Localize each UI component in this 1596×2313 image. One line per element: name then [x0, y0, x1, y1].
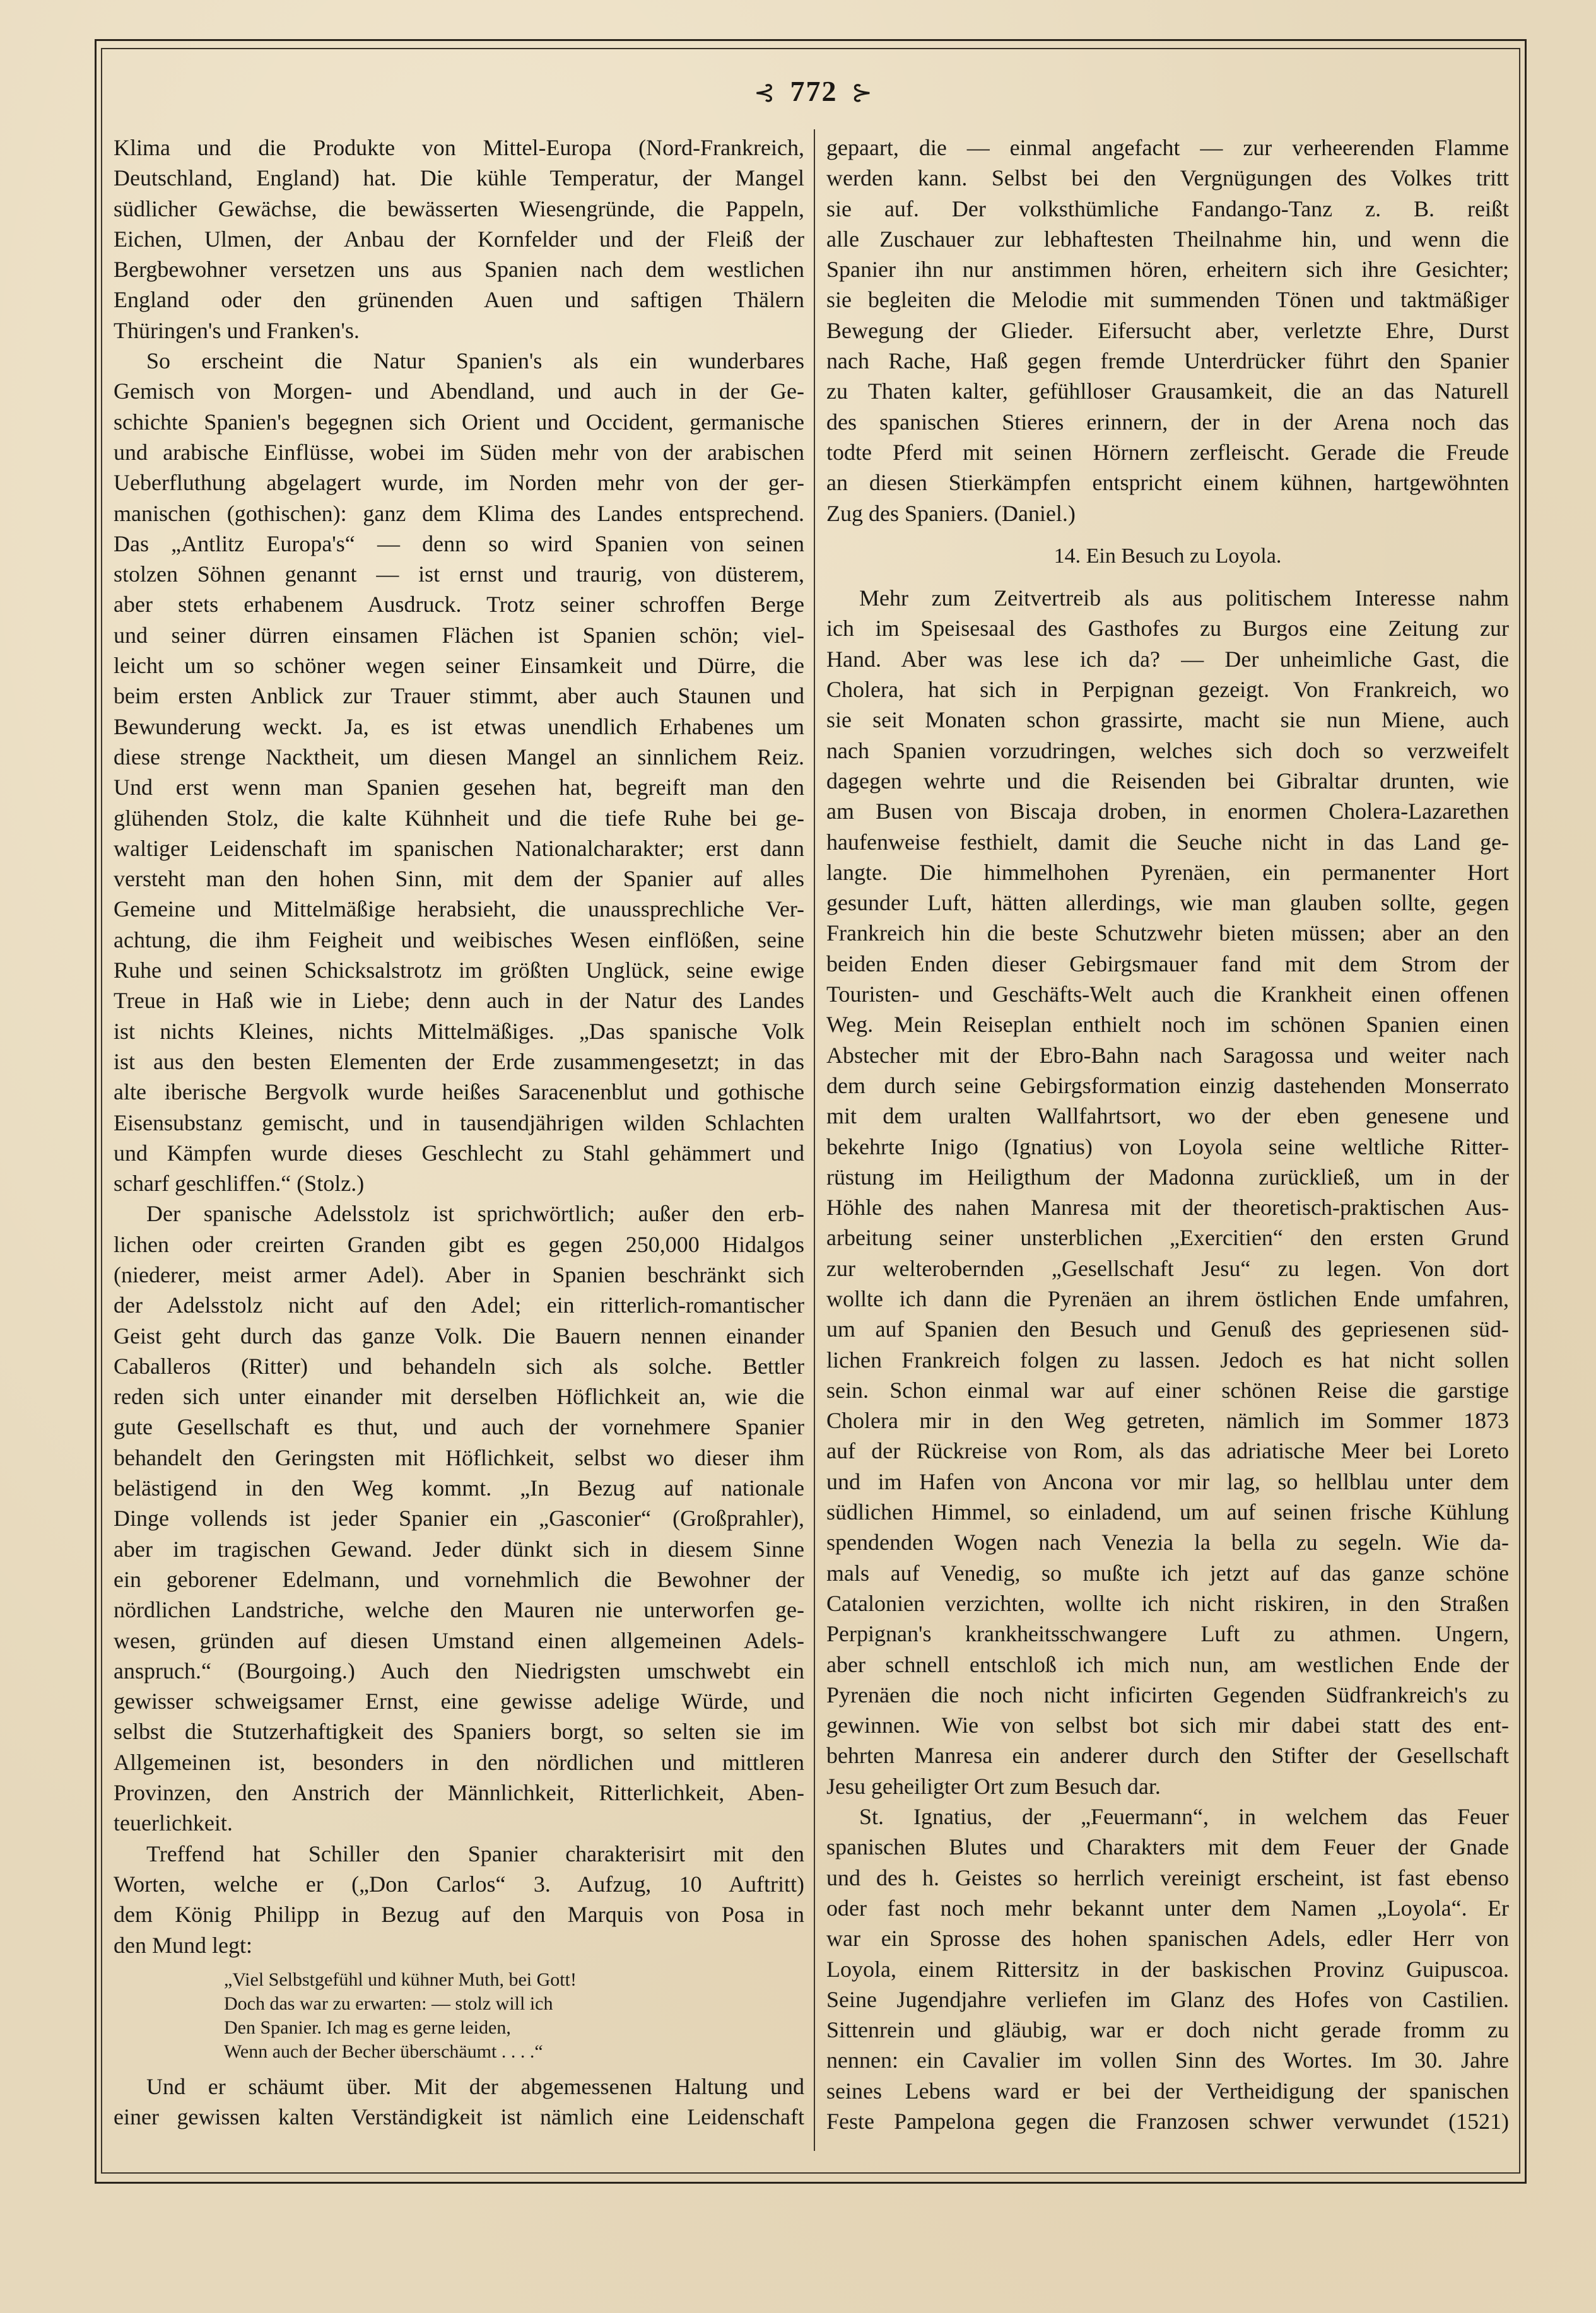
text-line: gute Gesellschaft es thut, und auch der vornehmere Spanier	[114, 1414, 804, 1440]
text-line: alte iberische Bergvolk wurde heißes Saracenenblut und gothische	[114, 1079, 804, 1105]
text-line: gewinnen. Wie von selbst bot sich mir dabei statt des ent-	[826, 1713, 1509, 1738]
poem-line: Den Spanier. Ich mag es gerne leiden,	[224, 2017, 511, 2038]
text-line: Der spanische Adelsstolz ist sprichwörtlich; außer den erb-	[146, 1201, 804, 1227]
text-line: Treue in Haß wie in Liebe; denn auch in der Natur des Landes	[114, 988, 804, 1014]
right-text-before-heading	[826, 132, 1509, 529]
poem-line: Wenn auch der Becher überschäumt . . . .“	[224, 2041, 543, 2062]
text-line: (niederer, meist armer Adel). Aber in Spanien beschränkt sich	[114, 1262, 804, 1287]
text-line: aber im tragischen Gewand. Jeder dünkt sich in diesem Sinne	[114, 1536, 804, 1562]
right-column	[826, 132, 1509, 2136]
text-line: Frankreich hin die beste Schutzwehr bieten müssen; aber an den	[826, 920, 1509, 946]
text-line: behrten Manresa ein anderer durch den Stifter der Gesellschaft	[826, 1743, 1509, 1769]
text-line: Bewegung der Glieder. Eifersucht aber, verletzte Ehre, Durst	[826, 317, 1509, 343]
text-line: auf der Rückreise von Rom, als das adriatische Meer bei Loreto	[826, 1438, 1509, 1464]
text-line: scharf geschliffen.“ (Stolz.)	[114, 1171, 365, 1197]
text-line: einer gewissen kalten Verständigkeit ist nämlich eine Leidenschaft	[114, 2104, 804, 2130]
text-line: und Kämpfen wurde dieses Geschlecht zu Stahl gehämmert und	[114, 1140, 804, 1166]
text-line: Abstecher mit der Ebro-Bahn nach Saragossa und weiter nach	[826, 1042, 1509, 1068]
text-line: Eichen, Ulmen, der Anbau der Kornfelder und der Fleiß der	[114, 226, 804, 252]
text-line: Treffend hat Schiller den Spanier charakterisirt mit den	[146, 1841, 804, 1866]
text-line: Deutschland, England) hat. Die kühle Temperatur, der Mangel	[114, 165, 804, 191]
text-line: Gemeine und Mittelmäßige herabsieht, die unaussprechliche Ver-	[114, 896, 804, 922]
text-line: Ruhe und seinen Schicksalstrotz im größten Unglück, seine ewige	[114, 957, 804, 983]
column-divider	[814, 129, 815, 2151]
text-line: Höhle des nahen Manresa mit der theoretisch-praktischen Aus-	[826, 1195, 1509, 1221]
text-line: haufenweise festhielt, damit die Seuche nicht in das Land ge-	[826, 829, 1509, 855]
text-line: Perpignan's krankheitsschwangere Luft zu athmen. Ungern,	[826, 1621, 1509, 1647]
text-line: Loyola, einem Rittersitz in der baskischen Provinz Guipuscoa.	[826, 1956, 1509, 1982]
text-line: mit dem uralten Wallfahrtsort, wo der eben genesene und	[826, 1103, 1509, 1129]
paragraph	[114, 1198, 804, 1838]
paragraph	[114, 132, 804, 346]
text-line: selbst die Stutzerhaftigkeit des Spaniers borgt, so selten sie im	[114, 1719, 804, 1745]
text-line: oder fast noch mehr bekannt unter dem Namen „Loyola“. Er	[826, 1895, 1509, 1921]
text-line: rüstung im Heiligthum der Madonna zurückließ, um in der	[826, 1164, 1509, 1190]
text-line: Seine Jugendjahre verliefen im Glanz des Hofes von Castilien.	[826, 1986, 1509, 2012]
text-line: Ueberfluthung abgelagert wurde, im Norden mehr von der ger-	[114, 470, 804, 496]
text-line: Das „Antlitz Europa's“ — denn so wird Spanien von seinen	[114, 530, 804, 556]
text-line: südlichen Himmel, so einladend, um auf seinen frische Kühlung	[826, 1499, 1509, 1525]
text-line: achtung, die ihm Feigheit und weibisches Wesen einflößen, seine	[114, 927, 804, 952]
text-line: arbeitung seiner unsterblichen „Exercitien“ den ersten Grund	[826, 1225, 1509, 1251]
paragraph	[826, 132, 1509, 529]
poem-line: Doch das war zu erwarten: — stolz will ich	[224, 1993, 553, 2014]
text-line: St. Ignatius, der „Feuermann“, in welchem das Feuer	[859, 1804, 1509, 1830]
page-number: 772	[790, 75, 838, 107]
text-line: waltiger Leidenschaft im spanischen Nationalcharakter; erst dann	[114, 835, 804, 861]
text-line: zur welterobernden „Gesellschaft Jesu“ zu legen. Von dort	[826, 1255, 1509, 1281]
text-line: am Busen von Biscaja droben, in enormen Cholera-Lazarethen	[826, 799, 1509, 824]
text-line: werden kann. Selbst bei den Vergnügungen des Volkes tritt	[826, 165, 1509, 191]
text-line: den Mund legt:	[114, 1932, 252, 1958]
text-line: Zug des Spaniers. (Daniel.)	[826, 500, 1076, 526]
text-line: alle Zuschauer zur lebhaftesten Theilnahme hin, und wenn die	[826, 226, 1509, 252]
text-line: um auf Spanien den Besuch und Genuß des gepriesenen süd-	[826, 1316, 1509, 1342]
text-line: Worten, welche er („Don Carlos“ 3. Aufzug, 10 Auftritt)	[114, 1871, 804, 1897]
text-line: gewisser schweigsamer Ernst, eine gewisse adelige Würde, und	[114, 1689, 804, 1714]
text-line: mals auf Venedig, so mußte ich jetzt auf das ganze schöne	[826, 1560, 1509, 1586]
text-line: England oder den grünenden Auen und saftigen Thälern	[114, 287, 804, 313]
text-line: und seiner dürren einsamen Flächen ist Spanien schön; viel-	[114, 622, 804, 648]
text-line: an diesen Stierkämpfen entspricht einem kühnen, hartgewöhnten	[826, 470, 1509, 496]
text-line: Allgemeinen ist, besonders in den nördlichen und mittleren	[114, 1749, 804, 1775]
text-line: Klima und die Produkte von Mittel-Europa (Nord-Frankreich,	[114, 135, 804, 160]
text-line: zu Thaten kalter, gefühlloser Grausamkeit, die an das Naturell	[826, 378, 1509, 404]
text-line: ist nichts Kleines, nichts Mittelmäßiges. „Das spanische Volk	[114, 1018, 804, 1044]
text-line: Thüringen's und Franken's.	[114, 317, 360, 343]
text-line: Eisensubstanz gemischt, und in tausendjährigen wilden Schlachten	[114, 1110, 804, 1135]
text-line: nach Spanien vorzudringen, welches sich doch so verzweifelt	[826, 737, 1509, 763]
text-line: Dinge vollends ist jeder Spanier ein „Gasconier“ (Großprahler),	[114, 1506, 804, 1531]
section-heading: 14. Ein Besuch zu Loyola.	[1053, 544, 1282, 568]
text-line: versteht man den hohen Sinn, mit dem der Spanier auf alles	[114, 866, 804, 892]
text-line: und arabische Einflüsse, wobei im Süden mehr von der arabischen	[114, 439, 804, 465]
text-line: Provinzen, den Anstrich der Männlichkeit, Ritterlichkeit, Aben-	[114, 1780, 804, 1806]
text-line: Cholera mir in den Weg getreten, nämlich im Sommer 1873	[826, 1408, 1509, 1434]
text-line: anspruch.“ (Bourgoing.) Auch den Niedrigsten umschwebt ein	[114, 1658, 804, 1684]
text-line: Hand. Aber was lese ich da? — Der unheimliche Gast, die	[826, 646, 1509, 672]
text-line: aber stets erhabenem Ausdruck. Trotz seiner schroffen Berge	[114, 592, 804, 618]
text-line: spanischen Blutes und Charakters mit dem Feuer der Gnade	[826, 1834, 1509, 1860]
text-line: Mehr zum Zeitvertreib als aus politischem Interesse nahm	[859, 585, 1509, 611]
text-line: beiden Enden dieser Gebirgsmauer fand mit dem Strom der	[826, 951, 1509, 976]
left-text-after-poem	[114, 2071, 804, 2133]
text-line: sein. Schon einmal war auf einer schönen Reise die garstige	[826, 1377, 1509, 1403]
text-line: Geist geht durch das ganze Volk. Die Bauern nennen einander	[114, 1323, 804, 1349]
text-line: Bergbewohner versetzen uns aus Spanien nach dem westlichen	[114, 257, 804, 283]
right-text-after-heading	[826, 583, 1509, 2136]
text-line: manischen (gothischen): ganz dem Klima des Landes entsprechend.	[114, 500, 804, 526]
text-line: Bewunderung weckt. Ja, es ist etwas unendlich Erhabenes um	[114, 713, 804, 739]
left-column	[114, 132, 804, 2132]
text-line: reden sich unter einander mit derselben Höflichkeit an, wie die	[114, 1384, 804, 1410]
ornament-left-icon: ⊰	[753, 78, 777, 107]
text-line: Touristen- und Geschäfts-Welt auch die Krankheit einen offenen	[826, 981, 1509, 1007]
text-line: und im Hafen von Ancona vor mir lag, so hellblau unter dem	[826, 1468, 1509, 1494]
text-line: stolzen Söhnen genannt — ist ernst und traurig, von düsterem,	[114, 561, 804, 587]
text-line: sie seit Monaten schon grassirte, macht sie nun Miene, auch	[826, 707, 1509, 733]
text-line: belästigend in den Weg kommt. „In Bezug auf nationale	[114, 1475, 804, 1501]
text-line: dem König Philipp in Bezug auf den Marquis von Posa in	[114, 1902, 804, 1928]
text-line: lichen Frankreich folgen zu lassen. Jedoch es hat nicht sollen	[826, 1347, 1509, 1373]
text-line: Cholera, hat sich in Perpignan gezeigt. Von Frankreich, wo	[826, 677, 1509, 703]
text-line: dagegen wehrte und die Reisenden bei Gibraltar drunten, wie	[826, 768, 1509, 793]
text-line: behandelt den Geringsten mit Höflichkeit, selbst wo dieser ihm	[114, 1444, 804, 1470]
text-line: gepaart, die — einmal angefacht — zur verheerenden Flamme	[826, 135, 1509, 160]
text-line: Catalonien verzichten, wollte ich nicht riskiren, in den Straßen	[826, 1590, 1509, 1616]
text-line: war ein Sprosse des hohen spanischen Adels, edler Herr von	[826, 1926, 1509, 1952]
text-line: teuerlichkeit.	[114, 1810, 233, 1836]
text-line: südlicher Gewächse, die bewässerten Wiesengründe, die Pappeln,	[114, 196, 804, 221]
text-line: Und erst wenn man Spanien gesehen hat, begreift man den	[114, 775, 804, 800]
text-line: spendenden Wogen nach Venezia la bella zu segeln. Wie da-	[826, 1530, 1509, 1555]
text-line: sie begleiten die Melodie mit summenden Tönen und taktmäßiger	[826, 287, 1509, 313]
text-line: Gemisch von Morgen- und Abendland, und auch in der Ge-	[114, 378, 804, 404]
text-line: Pyrenäen die noch nicht inficirten Gegenden Südfrankreich's zu	[826, 1682, 1509, 1707]
text-line: Sittenrein und gläubig, war er doch nicht gerade fromm zu	[826, 2017, 1509, 2043]
ornament-right-icon: ⊱	[851, 78, 874, 107]
text-line: Jesu geheiligter Ort zum Besuch dar.	[826, 1773, 1161, 1799]
paragraph	[826, 1801, 1509, 2136]
text-line: aber schnell entschloß ich mich nun, am westlichen Ende der	[826, 1651, 1509, 1677]
text-line: beim ersten Anblick zur Trauer stimmt, aber auch Staunen und	[114, 683, 804, 709]
text-line: Und er schäumt über. Mit der abgemessenen Haltung und	[146, 2073, 804, 2099]
paragraph	[114, 346, 804, 1198]
text-line: ich im Speisesaal des Gasthofes zu Burgos eine Zeitung zur	[826, 616, 1509, 641]
text-line: diese strenge Nacktheit, um diesen Mangel an sinnlichem Reiz.	[114, 744, 804, 770]
text-line: sie auf. Der volksthümliche Fandango-Tanz z. B. reißt	[826, 196, 1509, 221]
text-line: ist aus den besten Elementen der Erde zusammengesetzt; in das	[114, 1048, 804, 1074]
text-line: Feste Pampelona gegen die Franzosen schwer verwundet (1521)	[826, 2109, 1509, 2134]
text-line: bekehrte Inigo (Ignatius) von Loyola seine weltliche Ritter-	[826, 1133, 1509, 1159]
poem-line: „Viel Selbstgefühl und kühner Muth, bei Gott!	[224, 1969, 577, 1990]
text-line: seines Lebens ward er bei der Vertheidigung der spanischen	[826, 2078, 1509, 2104]
paragraph	[114, 2071, 804, 2133]
text-line: langte. Die himmelhohen Pyrenäen, ein permanenter Hort	[826, 859, 1509, 885]
text-line: Spanier ihn nur anstimmen hören, erheitern sich ihre Gesichter;	[826, 257, 1509, 283]
text-line: Weg. Mein Reiseplan enthielt noch im schönen Spanien einen	[826, 1012, 1509, 1038]
text-line: lichen oder creirten Granden gibt es gegen 250,000 Hidalgos	[114, 1231, 804, 1257]
text-line: und des h. Geistes so herrlich vereinigt erscheint, ist fast ebenso	[826, 1865, 1509, 1890]
text-line: glühenden Stolz, die kalte Kühnheit und die tiefe Ruhe bei ge-	[114, 805, 804, 831]
text-line: nennen: ein Cavalier im vollen Sinn des Wortes. Im 30. Jahre	[826, 2047, 1509, 2073]
text-line: ein geborener Edelmann, und vornehmlich die Bewohner der	[114, 1566, 804, 1592]
text-line: schichte Spanien's begegnen sich Orient und Occident, germanische	[114, 409, 804, 435]
text-line: So erscheint die Natur Spanien's als ein wunderbares	[146, 348, 804, 374]
text-line: gesunder Luft, hätten allerdings, wie man glauben sollte, gegen	[826, 890, 1509, 916]
text-line: dem durch seine Gebirgsformation einzig dastehenden Monserrato	[826, 1072, 1509, 1098]
text-line: wesen, gründen auf diesen Umstand einen allgemeinen Adels-	[114, 1627, 804, 1653]
page-header	[0, 74, 1596, 108]
text-line: nördlichen Landstriche, welche den Mauren nie unterworfen ge-	[114, 1597, 804, 1623]
left-text-before-poem	[114, 132, 804, 1960]
text-line: des spanischen Stieres erinnern, der in der Arena noch das	[826, 409, 1509, 435]
text-line: todte Pferd mit seinen Hörnern zerfleischt. Gerade die Freude	[826, 439, 1509, 465]
text-line: nach Rache, Haß gegen fremde Unterdrücker führt den Spanier	[826, 348, 1509, 374]
paragraph	[114, 1839, 804, 1960]
paragraph	[826, 583, 1509, 1801]
poem-quote	[224, 1968, 804, 2064]
text-line: Caballeros (Ritter) und behandeln sich als solche. Bettler	[114, 1353, 804, 1379]
text-line: wollte ich dann die Pyrenäen an ihrem östlichen Ende umfahren,	[826, 1285, 1509, 1311]
text-line: der Adelsstolz nicht auf den Adel; ein ritterlich-romantischer	[114, 1292, 804, 1318]
text-line: leicht um so schöner wegen seiner Einsamkeit und Dürre, die	[114, 653, 804, 679]
